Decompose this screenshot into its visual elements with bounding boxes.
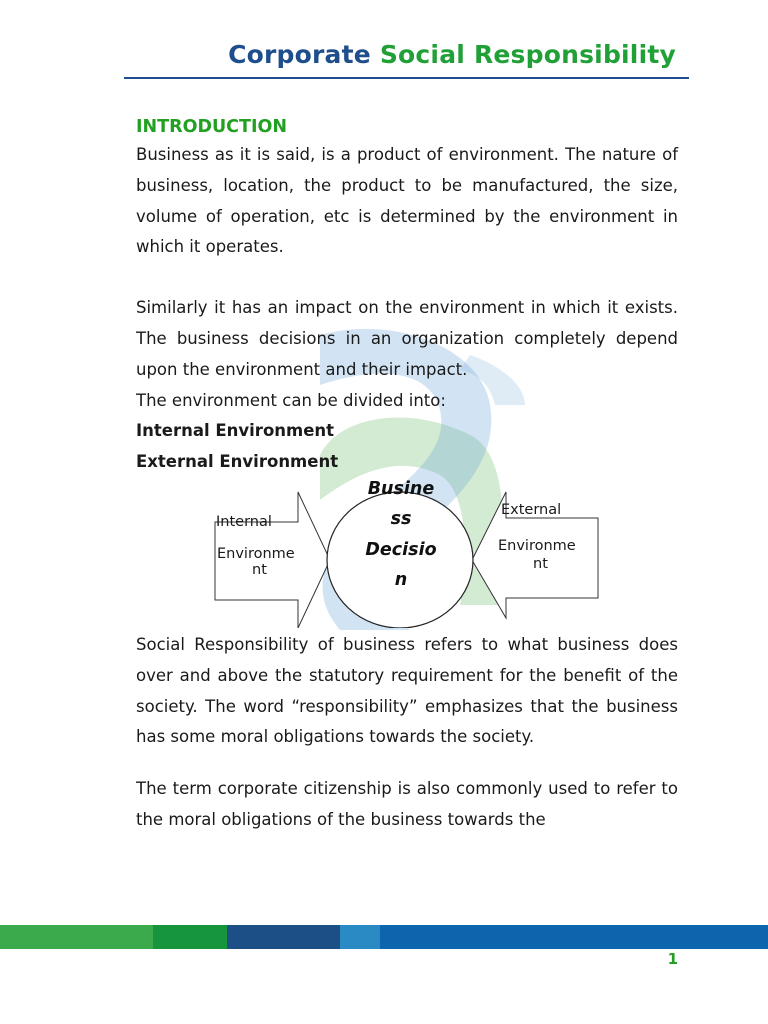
paragraph-divided: The environment can be divided into:: [136, 390, 446, 410]
internal-label-3: nt: [252, 561, 267, 578]
internal-label-2: Environme: [217, 545, 295, 562]
main-content: [136, 112, 678, 836]
center-line-3: Decisio: [365, 539, 437, 560]
footer-color-bar: [0, 925, 768, 949]
center-line-2: ss: [390, 509, 412, 530]
external-label-2: Environme: [498, 537, 576, 554]
section-heading-introduction: INTRODUCTION: [136, 117, 287, 137]
paragraph-business-environment: Business as it is said, is a product of environment. The nature of business, location, the product to be manufactured, the size, volume of operation, etc is determined by the environment in which it operates.: [136, 145, 678, 257]
paragraph-impact: Similarly it has an impact on the environment in which it exists. The business decisions in an organization completely depend upon the environment and their impact.: [136, 298, 678, 379]
page-title: [228, 40, 676, 69]
internal-label-1: Internal: [216, 513, 272, 530]
business-decision-diagram: [0, 480, 768, 628]
external-label-1: External: [501, 501, 562, 518]
footer-bar-segment: [380, 925, 768, 949]
footer-bar-segment: [153, 925, 227, 949]
item-internal-environment: Internal Environment: [136, 421, 335, 441]
external-label-3: nt: [533, 555, 548, 572]
business-decision-text: [338, 474, 464, 596]
footer-bar-segment: [0, 925, 153, 949]
item-external-environment: External Environment: [136, 452, 339, 472]
title-social-responsibility: Social Responsibility: [379, 40, 676, 69]
center-line-1: Busine: [367, 478, 435, 499]
paragraph-social-responsibility: Social Responsibility of business refers to what business does over and above the statutory requirement for the benefit of the society. The word “responsibility” emphasizes that the business has some moral obligations towards the society.: [136, 634, 678, 747]
page-number: 1: [667, 950, 678, 968]
title-corporate: Corporate: [228, 40, 371, 69]
paragraph-corporate-citizenship: The term corporate citizenship is also commonly used to refer to the moral obligations of the business towards the: [136, 779, 678, 829]
center-line-4: n: [394, 570, 408, 591]
footer-bar-segment: [227, 925, 340, 949]
footer-bar-segment: [340, 925, 380, 949]
header-rule: [124, 77, 689, 79]
